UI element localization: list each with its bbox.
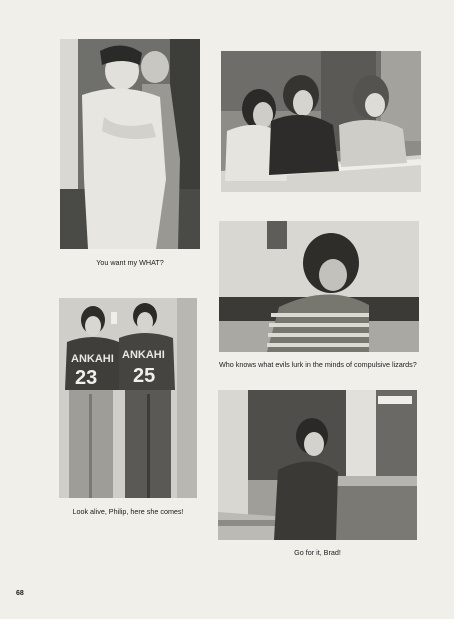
photo-caption: Look alive, Philip, here she comes! xyxy=(72,507,184,516)
photo-boys-in-jerseys xyxy=(59,298,197,498)
photo-jerseys-image xyxy=(59,298,197,498)
photo-caption: Who knows what evils lurk in the minds of compulsive lizards? xyxy=(219,360,417,369)
jersey-number-right: 25 xyxy=(133,365,156,387)
photo-two-boys-image xyxy=(60,39,200,249)
jersey-lettering-left: ANKAHI xyxy=(71,353,114,365)
photo-brad-image xyxy=(218,390,417,540)
photo-brad-at-desk xyxy=(218,390,417,540)
photo-two-boys xyxy=(60,39,200,249)
photo-caption: Go for it, Brad! xyxy=(294,548,341,557)
photo-striped-image xyxy=(219,221,419,352)
page-number: 68 xyxy=(16,590,24,597)
photo-boy-striped-sweater xyxy=(219,221,419,352)
photo-girls-image xyxy=(221,51,421,192)
jersey-lettering-right: ANKAHI xyxy=(122,349,165,361)
photo-caption: You want my WHAT? xyxy=(96,258,164,267)
jersey-number-left: 23 xyxy=(75,367,98,389)
photo-girls-at-desks xyxy=(221,51,421,192)
